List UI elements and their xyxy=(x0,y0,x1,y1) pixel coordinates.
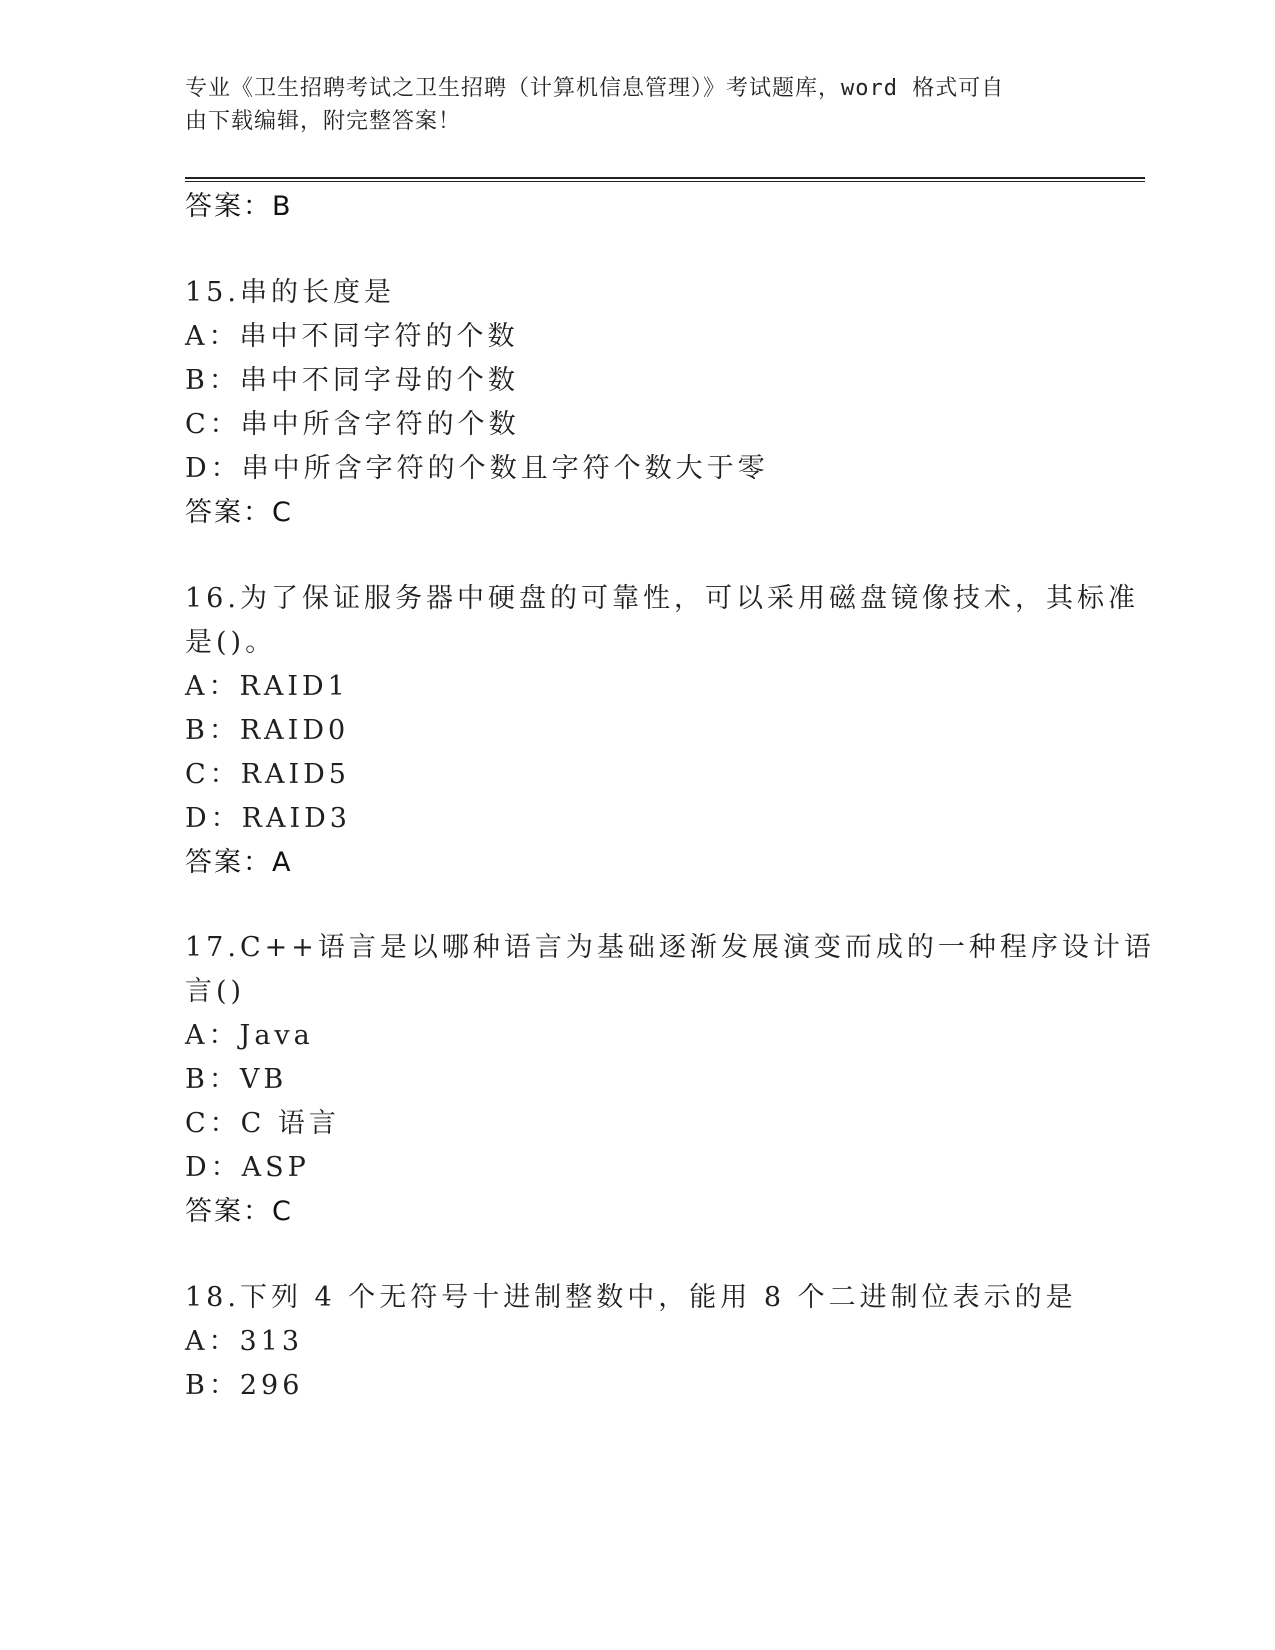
question-16-option-d: D：RAID3 xyxy=(185,803,351,834)
answer-label: 答案： xyxy=(185,847,272,878)
question-16-stem-line-2: 是()。 xyxy=(185,627,277,658)
question-17-stem-line-2: 言() xyxy=(185,976,246,1007)
answer-value: A xyxy=(272,847,292,878)
header-intro-line-2: 由下载编辑，附完整答案！ xyxy=(185,109,462,134)
answer-value: C xyxy=(272,497,292,528)
question-17-option-d: D：ASP xyxy=(185,1152,310,1183)
question-16-option-c: C：RAID5 xyxy=(185,759,350,790)
document-header xyxy=(185,72,1065,138)
question-17-stem-line-1: 17.C++语言是以哪种语言为基础逐渐发展演变而成的一种程序设计语 xyxy=(185,932,1155,963)
question-17-option-b: B：VB xyxy=(185,1064,288,1095)
question-18-option-a: A：313 xyxy=(185,1326,304,1357)
question-15-option-a: A：串中不同字符的个数 xyxy=(185,321,519,352)
answer-line-prev xyxy=(185,184,292,223)
question-16-answer xyxy=(185,840,291,879)
header-divider xyxy=(185,177,1145,183)
answer-value: B xyxy=(272,191,292,222)
answer-label: 答案： xyxy=(185,497,272,528)
question-15-option-d: D：串中所含字符的个数且字符个数大于零 xyxy=(185,453,769,484)
question-15-option-c: C：串中所含字符的个数 xyxy=(185,409,520,440)
answer-label: 答案： xyxy=(185,191,272,222)
question-16-option-b: B：RAID0 xyxy=(185,715,350,746)
question-17-option-c: C：C 语言 xyxy=(185,1108,340,1139)
question-16-option-a: A：RAID1 xyxy=(185,671,349,702)
question-18-option-b: B：296 xyxy=(185,1370,304,1401)
question-15-stem: 15.串的长度是 xyxy=(185,277,395,308)
header-intro-line-1: 专业《卫生招聘考试之卫生招聘（计算机信息管理）》考试题库，word 格式可自 xyxy=(185,76,1005,101)
question-18-stem: 18.下列 4 个无符号十进制整数中，能用 8 个二进制位表示的是 xyxy=(185,1282,1077,1313)
question-15-answer xyxy=(185,490,292,529)
answer-label: 答案： xyxy=(185,1196,272,1227)
question-17-option-a: A：Java xyxy=(185,1020,314,1051)
question-15-option-b: B：串中不同字母的个数 xyxy=(185,365,519,396)
question-16-stem-line-1: 16.为了保证服务器中硬盘的可靠性，可以采用磁盘镜像技术，其标准 xyxy=(185,583,1139,614)
answer-value: C xyxy=(272,1196,292,1227)
question-17-answer xyxy=(185,1189,292,1228)
